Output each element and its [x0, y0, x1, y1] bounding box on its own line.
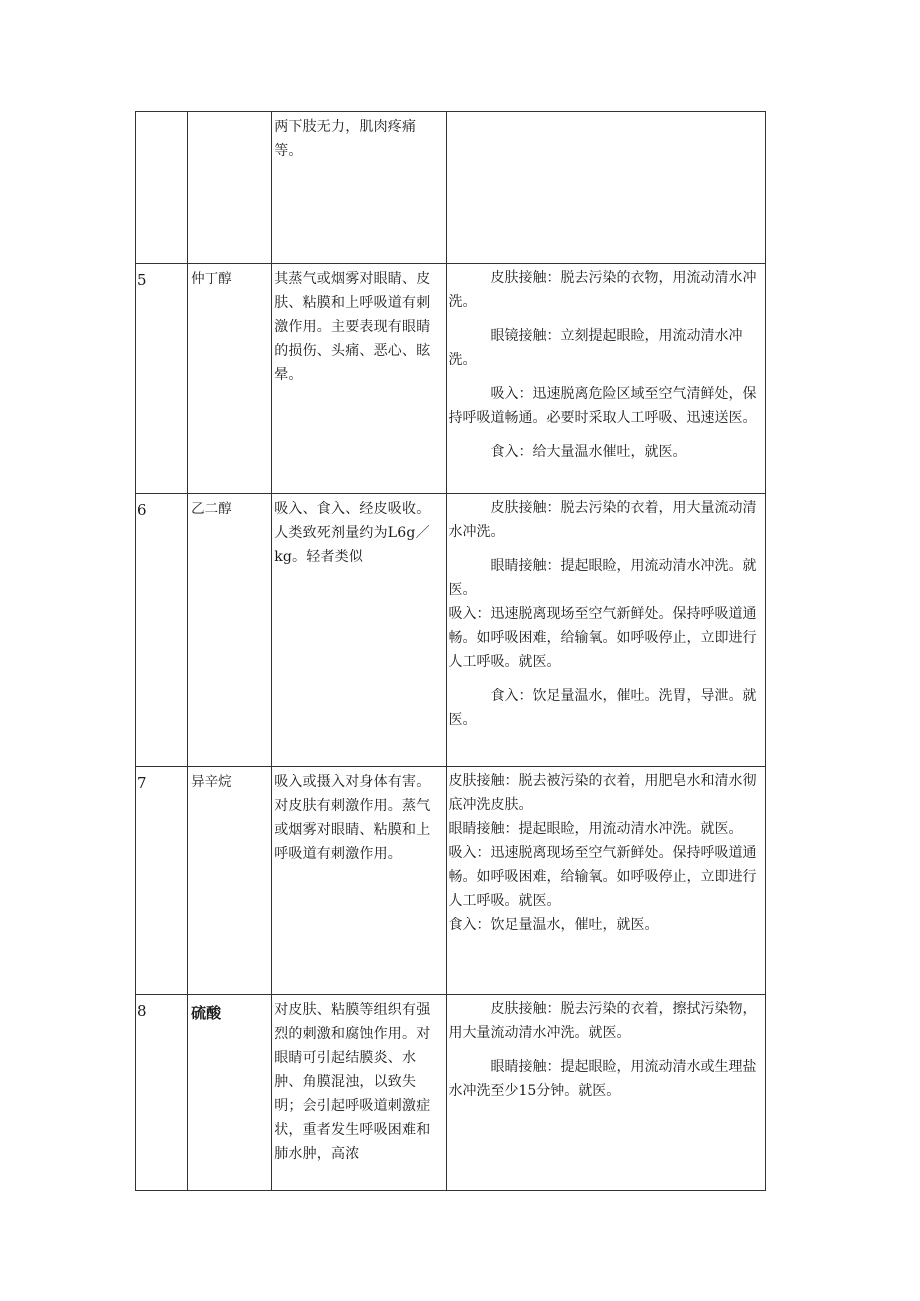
hazard-cell: [272, 264, 447, 494]
first-aid-ingestion: 食入：饮足量温水，催吐。洗胃，导泄。就医。: [448, 688, 757, 728]
table-row: [136, 112, 766, 264]
chemical-name-cell: [188, 494, 272, 767]
hazard-text: 其蒸气或烟雾对眼睛、皮肤、粘膜和上呼吸道有刺激作用。主要表现有眼睛的损伤、头痛、恶心、眩晕。: [274, 271, 431, 383]
first-aid-cell: [447, 112, 766, 264]
hazard-cell: [272, 767, 447, 995]
table-row: [136, 995, 766, 1191]
hazard-text: 吸入、食入、经皮吸收。人类致死剂量约为L6g／kg。轻者类似: [274, 501, 431, 565]
first-aid-cell: [447, 494, 766, 767]
first-aid-skin: 皮肤接触：脱去污染的衣着，用大量流动清水冲洗。: [448, 500, 757, 540]
first-aid-ingestion: 食入：饮足量温水，催吐，就医。: [448, 917, 659, 933]
first-aid-ingestion: 食入：给大量温水催吐，就医。: [490, 444, 687, 460]
first-aid-inhalation: 吸入：迅速脱离危险区域至空气清鲜处，保持呼吸道畅通。必要时采取人工呼吸、迅速送医。: [448, 386, 757, 426]
chemical-name-cell: [188, 264, 272, 494]
row-number: 7: [137, 774, 147, 792]
hazard-cell: [272, 112, 447, 264]
row-number-cell: [136, 995, 188, 1191]
row-number: 5: [137, 271, 147, 289]
first-aid-skin: 皮肤接触：脱去被污染的衣着，用肥皂水和清水彻底冲洗皮肤。: [448, 773, 757, 813]
hazard-text: 对皮肤、粘膜等组织有强烈的刺激和腐蚀作用。对眼睛可引起结膜炎、水肿、角膜混浊，以致失明；会引起呼吸道刺激症状，重者发生呼吸困难和肺水肿，高浓: [274, 1002, 431, 1162]
chemical-first-aid-table: [135, 111, 766, 1191]
hazard-text: 吸入或摄入对身体有害。对皮肤有刺激作用。蒸气或烟雾对眼睛、粘膜和上呼吸道有刺激作用。: [274, 774, 431, 862]
hazard-cell: [272, 494, 447, 767]
chemical-name: 异辛烷: [191, 774, 232, 790]
chemical-name: 硫酸: [191, 1004, 222, 1022]
first-aid-eye: 眼镜接触：立刻提起眼睑，用流动清水冲洗。: [448, 328, 743, 368]
table-row: [136, 494, 766, 767]
first-aid-skin: 皮肤接触：脱去污染的衣着，擦拭污染物，用大量流动清水冲洗。就医。: [448, 1001, 757, 1041]
row-number-cell: [136, 767, 188, 995]
table-row: [136, 264, 766, 494]
row-number-cell: [136, 494, 188, 767]
chemical-name: 乙二醇: [191, 501, 232, 517]
first-aid-inhalation: 吸入：迅速脱离现场至空气新鲜处。保持呼吸道通畅。如呼吸困难，给输氧。如呼吸停止，立即进行人工呼吸。就医。: [448, 606, 757, 670]
first-aid-eye: 眼睛接触：提起眼睑，用流动清水冲洗。就医。: [448, 821, 743, 837]
first-aid-cell: [447, 767, 766, 995]
hazard-text: 两下肢无力，肌肉疼痛等。: [274, 119, 417, 159]
chemical-name-cell: [188, 767, 272, 995]
table-row: [136, 767, 766, 995]
first-aid-inhalation: 吸入：迅速脱离现场至空气新鲜处。保持呼吸道通畅。如呼吸困难，给输氧。如呼吸停止，立即进行人工呼吸。就医。: [448, 845, 757, 909]
row-number-cell: [136, 264, 188, 494]
row-number: 8: [137, 1002, 147, 1020]
chemical-name-cell: [188, 112, 272, 264]
first-aid-cell: [447, 995, 766, 1191]
chemical-name-cell: [188, 995, 272, 1191]
row-number-cell: [136, 112, 188, 264]
hazard-cell: [272, 995, 447, 1191]
first-aid-skin: 皮肤接触：脱去污染的衣物，用流动清水冲洗。: [448, 270, 757, 310]
chemical-name: [188, 112, 271, 115]
first-aid-eye: 眼睛接触：提起眼睑，用流动清水冲洗。就医。: [448, 558, 757, 598]
row-number: [136, 112, 187, 116]
chemical-name: 仲丁醇: [191, 271, 232, 287]
first-aid-cell: [447, 264, 766, 494]
first-aid-eye: 眼睛接触：提起眼睑，用流动清水或生理盐水冲洗至少15分钟。就医。: [448, 1059, 757, 1099]
row-number: 6: [137, 501, 147, 519]
